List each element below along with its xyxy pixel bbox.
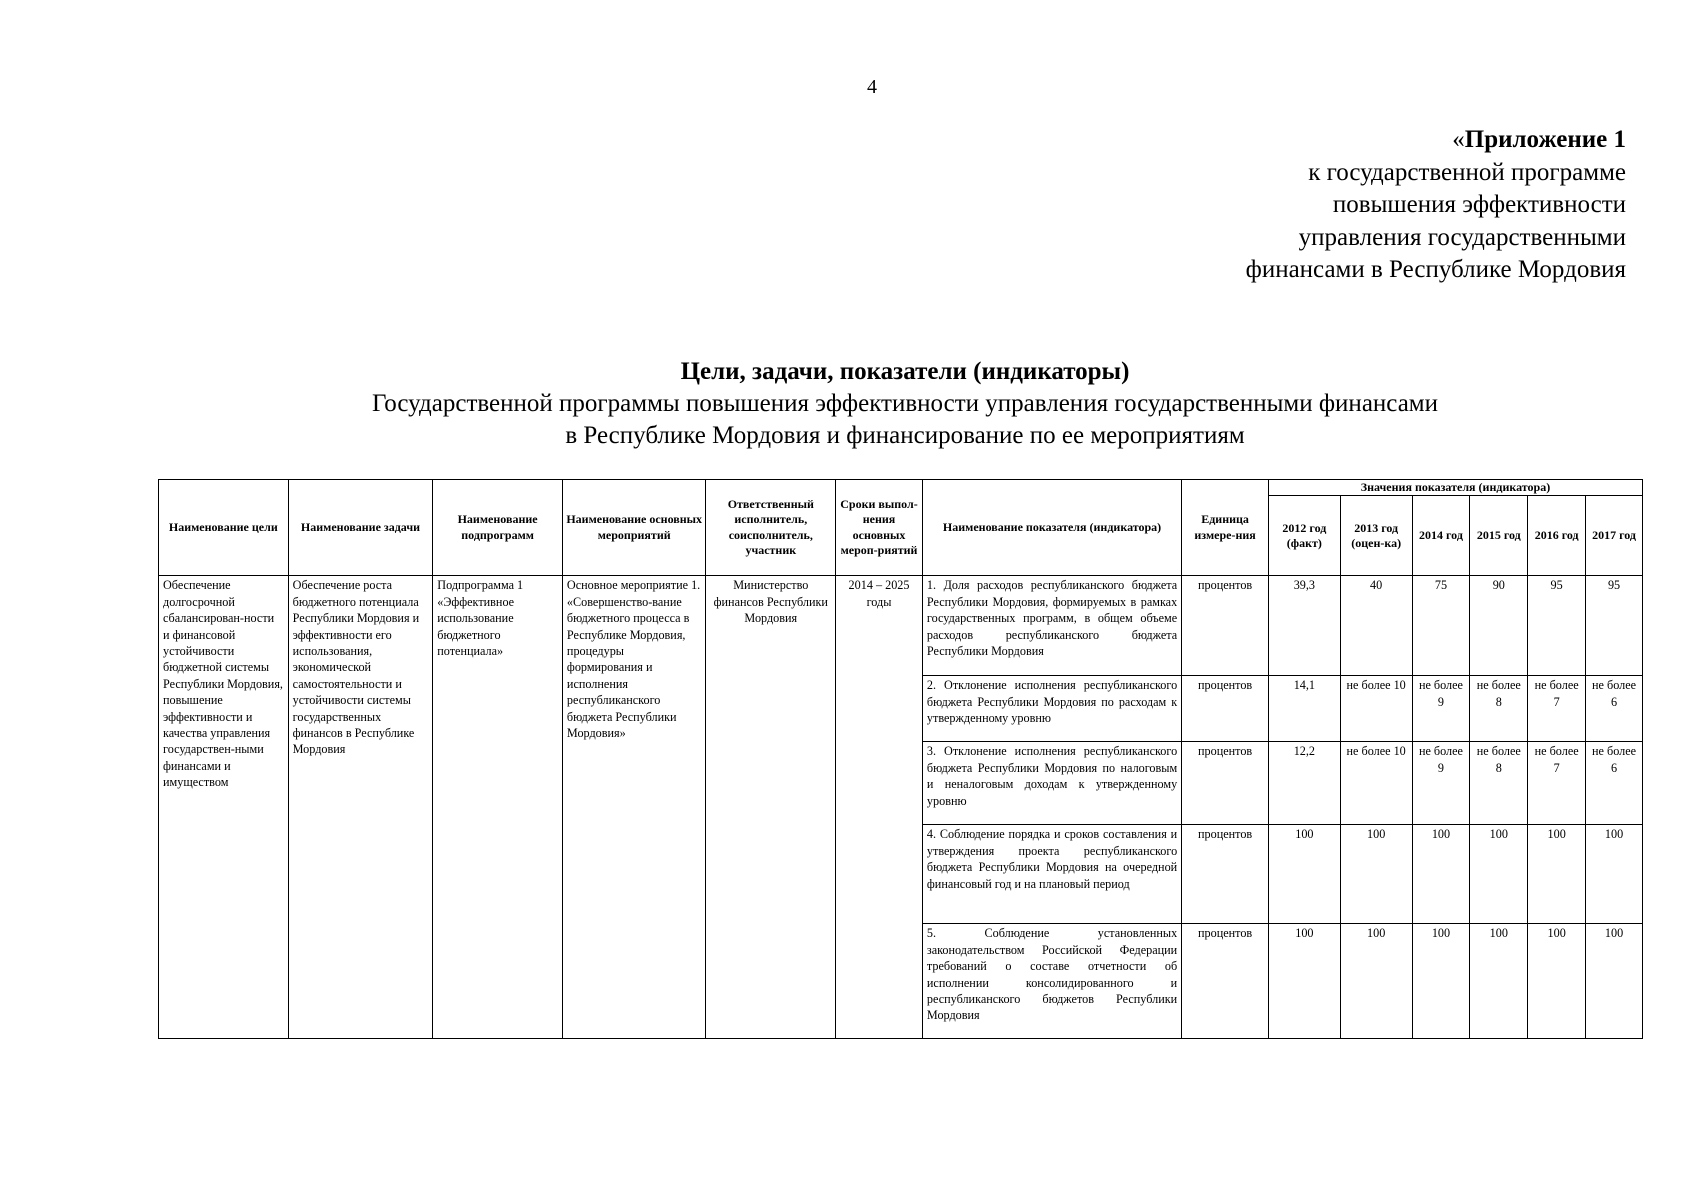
document-title-block bbox=[160, 356, 1650, 452]
header-year-2012: 2012 год (факт) bbox=[1268, 496, 1340, 576]
cell-value-2012: 14,1 bbox=[1268, 676, 1340, 742]
cell-goal: Обеспечение долгосрочной сбалансирован-ности и финансовой устойчивости бюджетной системы Республики Мордовия, повышение эффективности и качества управления государствен-ными финансами и имуществом bbox=[159, 576, 289, 1039]
cell-value-2016: 95 bbox=[1528, 576, 1586, 676]
cell-value-2017: не более 6 bbox=[1586, 676, 1643, 742]
cell-value-2016: не более 7 bbox=[1528, 742, 1586, 825]
cell-value-2014: не более 9 bbox=[1412, 676, 1470, 742]
cell-subprogram: Подпрограмма 1 «Эффективное использование бюджетного потенциала» bbox=[433, 576, 563, 1039]
cell-value-2013: 100 bbox=[1340, 825, 1412, 924]
cell-indicator: 5. Соблюдение установленных законодательством Российской Федерации требований о составе отчетности об исполнении консолидированного и республиканского бюджетов Республики Мордовия bbox=[922, 924, 1181, 1039]
cell-value-2013: 100 bbox=[1340, 924, 1412, 1039]
appendix-line: к государственной программе bbox=[1308, 158, 1626, 186]
cell-unit: процентов bbox=[1182, 576, 1269, 676]
page-number: 4 bbox=[867, 76, 877, 98]
cell-value-2015: не более 8 bbox=[1470, 676, 1528, 742]
cell-executor: Министерство финансов Республики Мордовия bbox=[706, 576, 836, 1039]
indicators-table bbox=[158, 479, 1643, 1039]
appendix-heading-text: Приложение 1 bbox=[1464, 126, 1626, 153]
cell-indicator: 3. Отклонение исполнения республиканского бюджета Республики Мордовия по налоговым и неналоговым доходам к утвержденному уровню bbox=[922, 742, 1181, 825]
header-year-2015: 2015 год bbox=[1470, 496, 1528, 576]
header-terms: Сроки выпол-нения основных мероп-риятий bbox=[836, 480, 923, 576]
header-goal: Наименование цели bbox=[159, 480, 289, 576]
cell-indicator: 2. Отклонение исполнения республиканского бюджета Республики Мордовия по расходам к утвержденному уровню bbox=[922, 676, 1181, 742]
cell-value-2013: не более 10 bbox=[1340, 676, 1412, 742]
document-subtitle-line-1: Государственной программы повышения эффективности управления государственными финансами bbox=[371, 390, 1438, 417]
appendix-line: управления государственными bbox=[1298, 223, 1626, 251]
document-title: Цели, задачи, показатели (индикаторы) bbox=[680, 358, 1130, 385]
appendix-block bbox=[1246, 124, 1626, 287]
header-activity: Наименование основных мероприятий bbox=[562, 480, 706, 576]
header-year-2013: 2013 год (оцен-ка) bbox=[1340, 496, 1412, 576]
header-year-2016: 2016 год bbox=[1528, 496, 1586, 576]
table-row bbox=[159, 576, 1643, 676]
cell-unit: процентов bbox=[1182, 825, 1269, 924]
cell-value-2017: 95 bbox=[1586, 576, 1643, 676]
cell-value-2016: не более 7 bbox=[1528, 676, 1586, 742]
appendix-line: финансами в Республике Мордовия bbox=[1245, 256, 1626, 283]
cell-value-2015: 100 bbox=[1470, 924, 1528, 1039]
cell-value-2016: 100 bbox=[1528, 825, 1586, 924]
header-year-2017: 2017 год bbox=[1586, 496, 1643, 576]
header-year-2014: 2014 год bbox=[1412, 496, 1470, 576]
cell-value-2017: 100 bbox=[1586, 924, 1643, 1039]
cell-value-2015: не более 8 bbox=[1470, 742, 1528, 825]
cell-value-2014: 100 bbox=[1412, 825, 1470, 924]
header-values-group: Значения показателя (индикатора) bbox=[1268, 480, 1642, 496]
cell-value-2015: 100 bbox=[1470, 825, 1528, 924]
cell-value-2012: 12,2 bbox=[1268, 742, 1340, 825]
header-executor: Ответственный исполнитель, соисполнитель, участник bbox=[706, 480, 836, 576]
cell-value-2014: 100 bbox=[1412, 924, 1470, 1039]
header-unit: Единица измере-ния bbox=[1182, 480, 1269, 576]
cell-unit: процентов bbox=[1182, 742, 1269, 825]
appendix-heading bbox=[1246, 124, 1626, 157]
cell-activity: Основное мероприятие 1. «Совершенство-вание бюджетного процесса в Республике Мордовия, процедуры формирования и исполнения республиканского бюджета Республики Мордовия» bbox=[562, 576, 706, 1039]
cell-value-2013: не более 10 bbox=[1340, 742, 1412, 825]
cell-indicator: 1. Доля расходов республиканского бюджета Республики Мордовия, формируемых в рамках государственных программ, в общем объеме расходов республиканского бюджета Республики Мордовия bbox=[922, 576, 1181, 676]
cell-task: Обеспечение роста бюджетного потенциала Республики Мордовия и эффективности его использования, экономической самостоятельности и устойчивости системы государственных финансов в Республике Мордовия bbox=[288, 576, 433, 1039]
cell-unit: процентов bbox=[1182, 924, 1269, 1039]
cell-indicator: 4. Соблюдение порядка и сроков составления и утверждения проекта республиканского бюджета Республики Мордовия на очередной финансовый год и на плановый период bbox=[922, 825, 1181, 924]
cell-value-2014: 75 bbox=[1412, 576, 1470, 676]
cell-value-2013: 40 bbox=[1340, 576, 1412, 676]
appendix-line: повышения эффективности bbox=[1332, 191, 1626, 218]
header-indicator: Наименование показателя (индикатора) bbox=[922, 480, 1181, 576]
cell-value-2012: 100 bbox=[1268, 825, 1340, 924]
cell-value-2017: 100 bbox=[1586, 825, 1643, 924]
cell-value-2016: 100 bbox=[1528, 924, 1586, 1039]
header-task: Наименование задачи bbox=[288, 480, 433, 576]
cell-value-2012: 39,3 bbox=[1268, 576, 1340, 676]
document-subtitle-line-2: в Республике Мордовия и финансирование по ее мероприятиям bbox=[565, 422, 1245, 449]
cell-unit: процентов bbox=[1182, 676, 1269, 742]
cell-value-2014: не более 9 bbox=[1412, 742, 1470, 825]
appendix-quote: « bbox=[1452, 126, 1465, 153]
header-subprogram: Наименование подпрограмм bbox=[433, 480, 563, 576]
cell-terms: 2014 – 2025 годы bbox=[836, 576, 923, 1039]
cell-value-2017: не более 6 bbox=[1586, 742, 1643, 825]
cell-value-2012: 100 bbox=[1268, 924, 1340, 1039]
cell-value-2015: 90 bbox=[1470, 576, 1528, 676]
